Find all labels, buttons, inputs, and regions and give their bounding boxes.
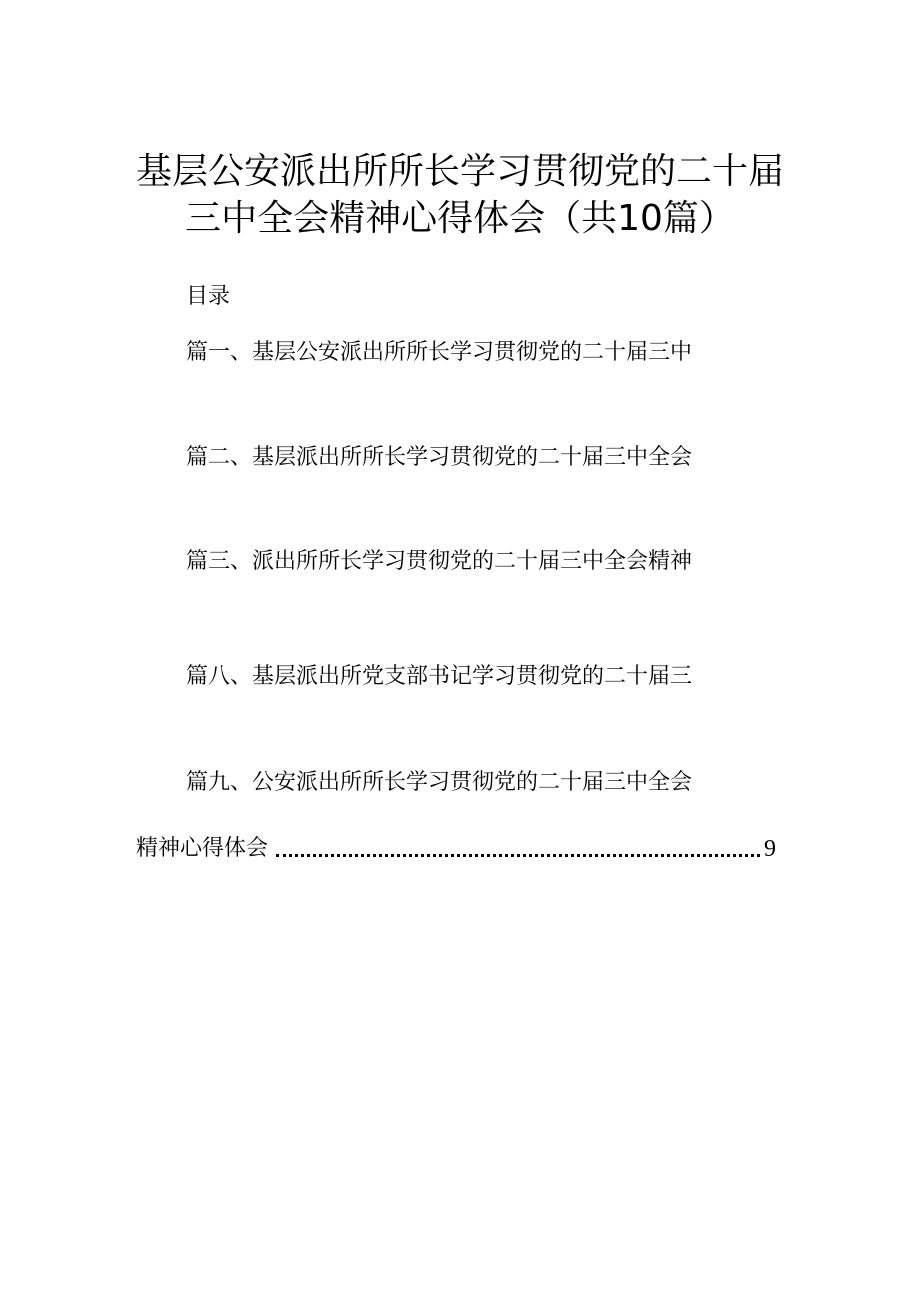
toc-dot-leader bbox=[276, 854, 760, 857]
document-title-line-2: 三中全会精神心得体会（共10篇） bbox=[185, 198, 735, 239]
toc-entry-2[interactable]: 篇二、基层派出所所长学习贯彻党的二十届三中全会 bbox=[186, 445, 693, 470]
toc-entry-3[interactable]: 篇三、派出所所长学习贯彻党的二十届三中全会精神 bbox=[186, 549, 693, 574]
toc-entry-1[interactable]: 篇一、基层公安派出所所长学习贯彻党的二十届三中 bbox=[186, 340, 693, 365]
toc-entry-9[interactable]: 篇九、公安派出所所长学习贯彻党的二十届三中全会 bbox=[186, 770, 693, 795]
toc-entry-9-continuation[interactable] bbox=[136, 832, 776, 866]
toc-continuation-text: 精神心得体会 bbox=[136, 836, 269, 861]
toc-page-number: 9 bbox=[764, 836, 776, 862]
toc-entry-8[interactable]: 篇八、基层派出所党支部书记学习贯彻党的二十届三 bbox=[186, 664, 693, 689]
toc-heading: 目录 bbox=[186, 284, 231, 309]
document-title-line-1: 基层公安派出所所长学习贯彻党的二十届 bbox=[135, 151, 784, 192]
